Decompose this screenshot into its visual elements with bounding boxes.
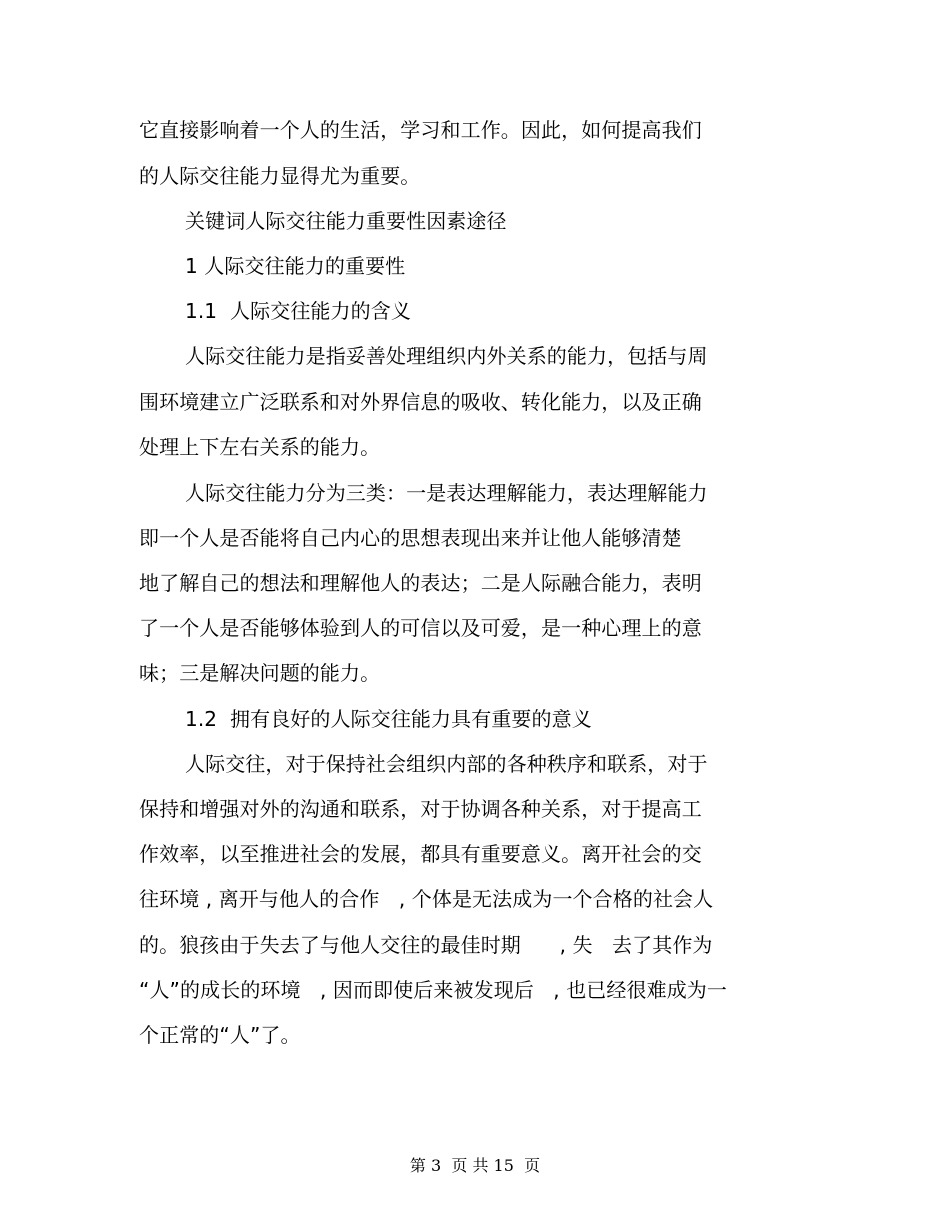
body-text-line: 人际交往能力是指妥善处理组织内外关系的能力，包括与周 <box>185 344 708 368</box>
section-heading: 1 人际交往能力的重要性 <box>185 254 406 278</box>
body-text-line: 个正常的“人”了。 <box>139 1023 301 1047</box>
body-text-line: 它直接影响着一个人的生活，学习和工作。因此，如何提高我们 <box>139 118 702 142</box>
body-text-line: 即一个人是否能将自己内心的思想表现出来并让他人能够清楚 <box>139 526 682 550</box>
body-text-line: 人际交往能力分为三类：一是表达理解能力，表达理解能力 <box>185 481 708 505</box>
body-text-line: 了一个人是否能够体验到人的可信以及可爱，是一种心理上的意 <box>139 616 702 640</box>
page-number-footer: 第 3 页 共 15 页 <box>409 1156 541 1175</box>
body-text-line: 往环境 , 离开与他人的合作 , 个体是无法成为一个合格的社会人 <box>139 887 714 911</box>
body-text-line: 作效率，以至推进社会的发展，都具有重要意义。离开社会的交 <box>139 842 702 866</box>
body-text-line: 人际交往，对于保持社会组织内部的各种秩序和联系，对于 <box>185 752 708 776</box>
subsection-heading: 1.2 拥有良好的人际交往能力具有重要的意义 <box>185 707 592 731</box>
body-text-line: 的。狼孩由于失去了与他人交往的最佳时期 , 失 去了其作为 <box>139 933 713 957</box>
body-text-line: 保持和增强对外的沟通和联系，对于协调各种关系，对于提高工 <box>139 797 702 821</box>
body-text-line: 味；三是解决问题的能力。 <box>139 661 381 685</box>
body-text-line: 处理上下左右关系的能力。 <box>139 435 381 459</box>
body-text-line: 的人际交往能力显得尤为重要。 <box>139 164 421 188</box>
keywords-line: 关键词人际交往能力重要性因素途径 <box>185 209 507 233</box>
body-text-line: “人”的成长的环境 , 因而即使后来被发现后 , 也已经很难成为一 <box>139 978 727 1002</box>
body-text-line: 围环境建立广泛联系和对外界信息的吸收、转化能力，以及正确 <box>139 390 702 414</box>
subsection-heading: 1.1 人际交往能力的含义 <box>185 299 411 323</box>
body-text-line: 地了解自己的想法和理解他人的表达；二是人际融合能力，表明 <box>139 571 702 595</box>
